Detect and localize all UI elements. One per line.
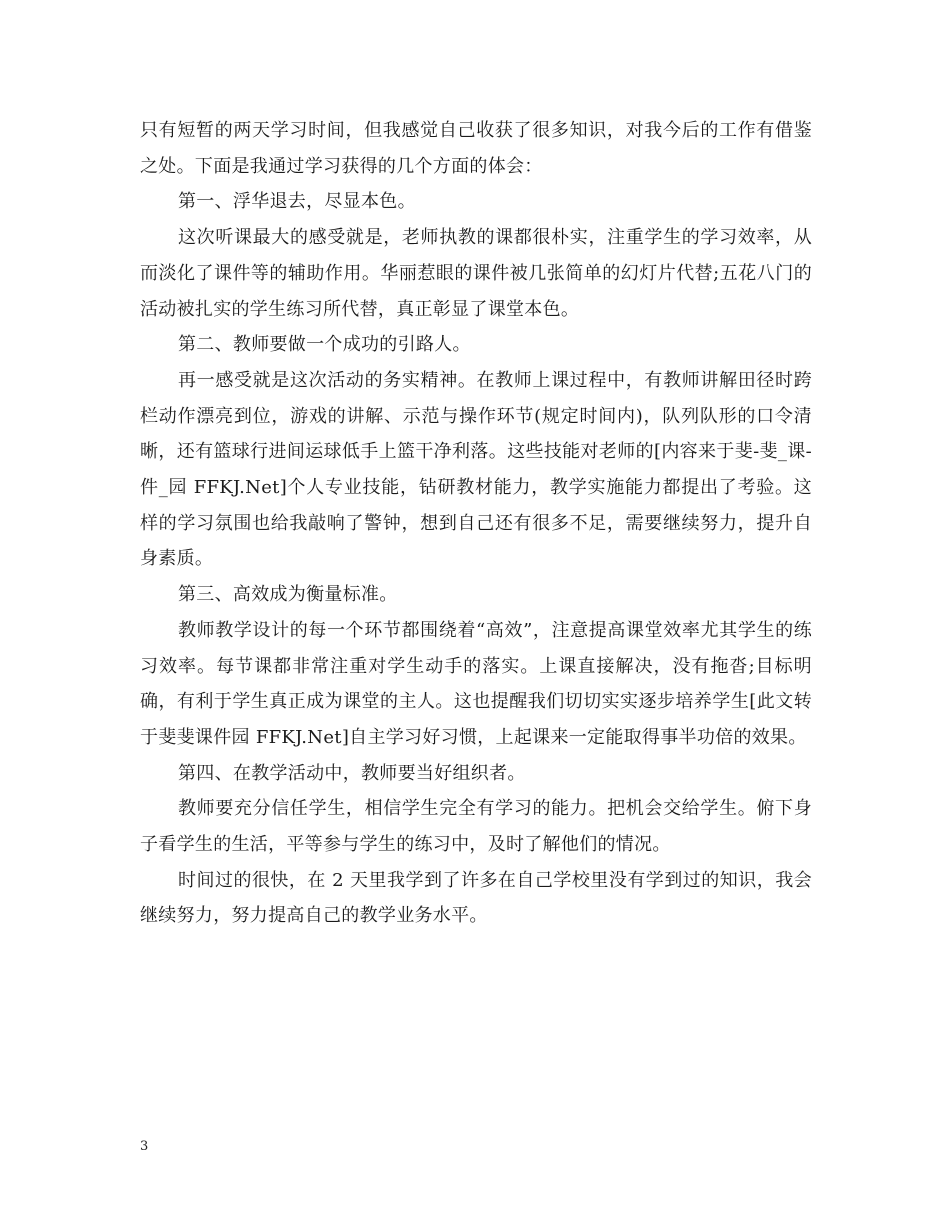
paragraph-point-three: 教师教学设计的每一个环节都围绕着“高效”，注意提高课堂效率尤其学生的练习效率。每节课都非常注重对学生动手的落实。上课直接解决，没有拖沓;目标明确，有利于学生真正成为课堂的主人。这也提醒我们切切实实逐步培养学生[此文转于斐斐课件园 FFKJ.Net]自主学习好习惯，上起课来一定能取得事半功倍的效果。 [140,619,812,748]
paragraph-intro: 只有短暂的两天学习时间，但我感觉自己收获了很多知识，对我今后的工作有借鉴之处。下面是我通过学习获得的几个方面的体会： [140,120,812,177]
page-number: 3 [140,1139,149,1154]
heading-point-four: 第四、在教学活动中，教师要当好组织者。 [178,762,526,784]
paragraph-point-two: 再一感受就是这次活动的务实精神。在教师上课过程中，有教师讲解田径时跨栏动作漂亮到位，游戏的讲解、示范与操作环节(规定时间内)，队列队形的口令清晰，还有篮球行进间运球低手上篮干净利落。这些技能对老师的[内容来于斐-斐_课-件_园 FFKJ.Net]个人专业技能，钻研教材能力，教学实施能力都提出了考验。这样的学习氛围也给我敲响了警钟，想到自己还有很多不足，需要继续努力，提升自身素质。 [140,369,812,570]
paragraph-point-one: 这次听课最大的感受就是，老师执教的课都很朴实，注重学生的学习效率，从而淡化了课件等的辅助作用。华丽惹眼的课件被几张简单的幻灯片代替;五花八门的活动被扎实的学生练习所代替，真正彰显了课堂本色。 [140,227,812,320]
paragraph-point-four: 教师要充分信任学生，相信学生完全有学习的能力。把机会交给学生。俯下身子看学生的生活，平等参与学生的练习中，及时了解他们的情况。 [140,798,812,856]
paragraph-conclusion: 时间过的很快，在 2 天里我学到了许多在自己学校里没有学到过的知识，我会继续努力，努力提高自己的教学业务水平。 [140,869,812,927]
heading-point-two: 第二、教师要做一个成功的引路人。 [178,334,471,356]
document-body [140,113,812,934]
heading-point-three: 第三、高效成为衡量标准。 [178,584,398,606]
heading-point-one: 第一、浮华退去，尽显本色。 [178,191,416,213]
